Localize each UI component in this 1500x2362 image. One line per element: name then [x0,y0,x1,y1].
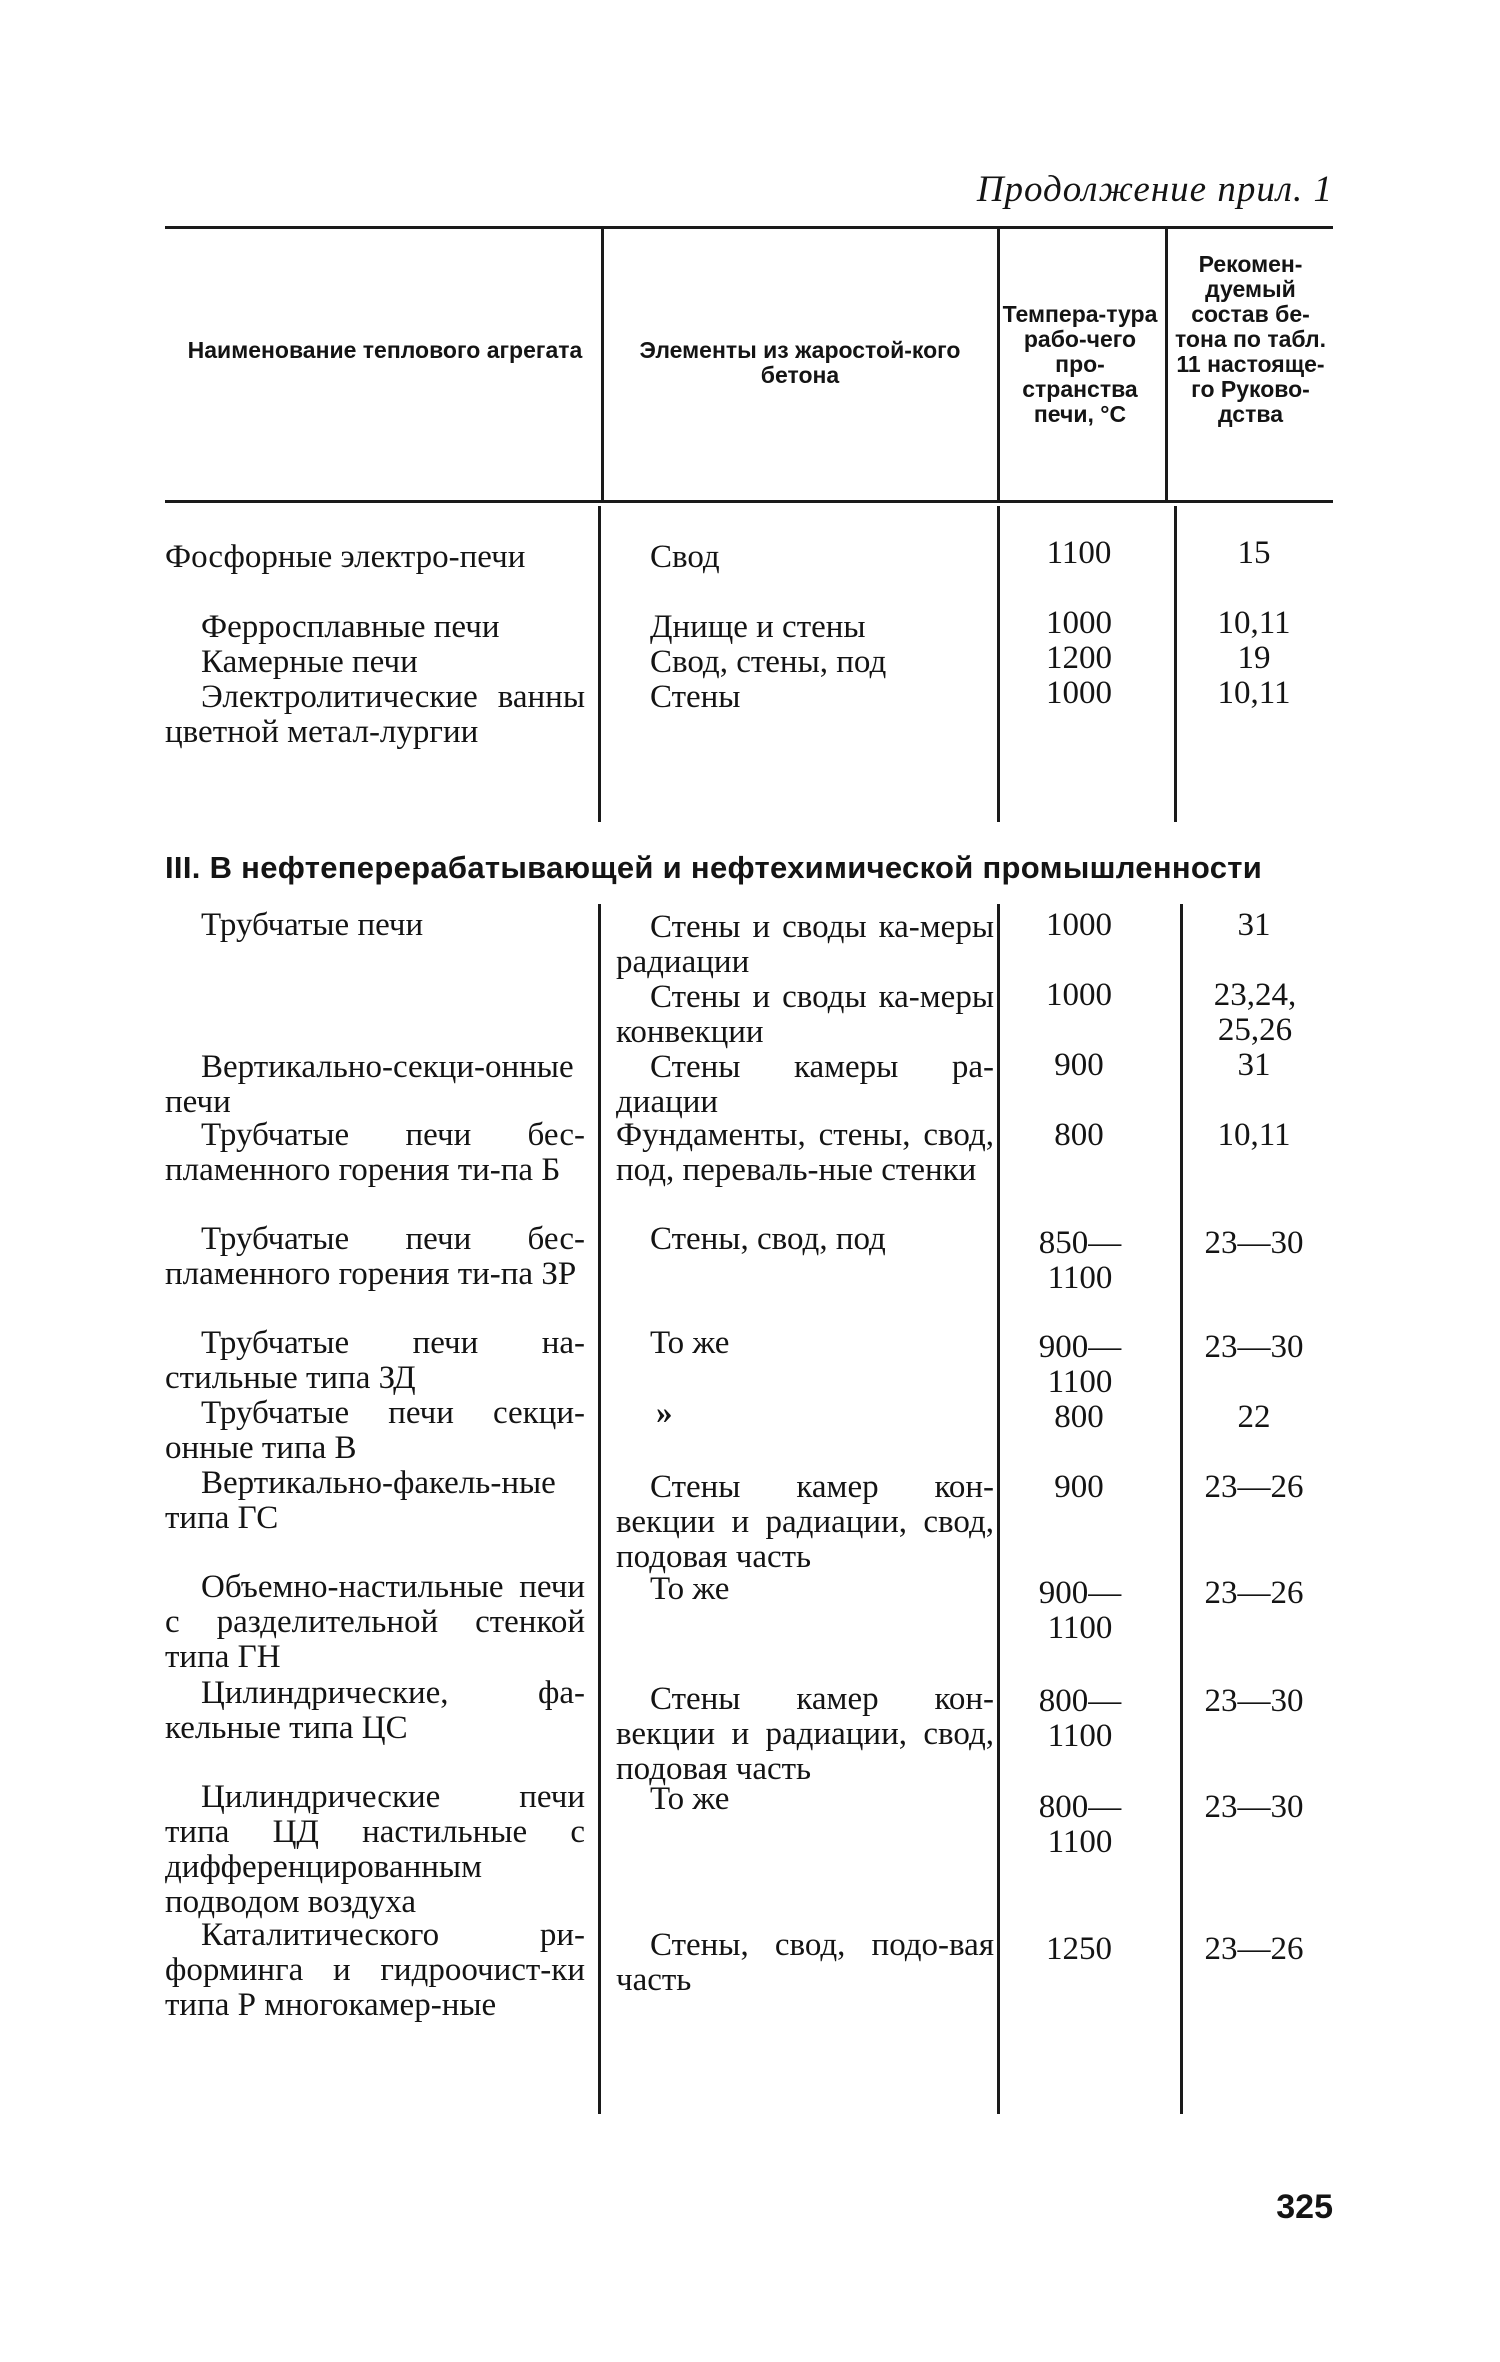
row8-elements: Фундаменты, стены, свод, под, переваль-ные стенки [616,1117,994,1188]
row6-composition: 23,24, 25,26 [1213,977,1297,1048]
section-title: III. В нефтеперерабатывающей и нефтехимической промышленности [165,850,1263,885]
header-aggregate: Наименование теплового агрегата [187,337,583,363]
row8-aggregate: Трубчатые печи бес-пламенного горения ти-па Б [165,1117,585,1188]
row3-aggregate: Камерные печи [201,644,418,680]
row15-elements: То же [650,1781,730,1817]
row16-elements: Стены, свод, подо-вая часть [616,1927,994,1998]
row16-aggregate: Каталитического ри-форминга и гидроочист-ки типа Р многокамер-ные [165,1917,585,2023]
row2-elements: Днище и стены [650,609,866,645]
row4-elements: Стены [650,679,741,715]
row10-aggregate: Трубчатые печи на-стильные типа ЗД [165,1325,585,1396]
row12-elements: Стены камер кон-векции и радиации, свод, подовая часть [616,1469,994,1575]
row11-temperature: 800 [1054,1399,1104,1435]
body2-divider-2 [997,904,1000,2114]
row1-aggregate: Фосфорные электро-печи [165,539,526,575]
row4-aggregate: Электролитические ванны цветной метал-лургии [165,679,585,750]
row14-elements: Стены камер кон-векции и радиации, свод, подовая часть [616,1681,994,1787]
row6-elements: Стены и своды ка-меры конвекции [616,979,994,1050]
row3-elements: Свод, стены, под [650,644,887,680]
row2-aggregate: Ферросплавные печи [201,609,500,645]
row4-composition: 10,11 [1217,675,1291,711]
header-composition: Рекомен-дуемый состав бе-тона по табл. 11 настояще-го Руково-дства [1174,251,1327,427]
row7-aggregate: Вертикально-секци-онные печи [165,1049,574,1120]
row13-elements: То же [650,1571,730,1607]
row7-elements: Стены камеры ра-диации [616,1049,994,1120]
row11-aggregate: Трубчатые печи секци-онные типа В [165,1395,585,1466]
row3-temperature: 1200 [1046,640,1112,676]
row9-composition: 23—30 [1204,1225,1304,1261]
row9-temperature: 850— 1100 [1038,1225,1122,1296]
row1-temperature: 1100 [1046,535,1112,571]
row2-composition: 10,11 [1217,605,1291,641]
row5-composition: 31 [1237,907,1271,943]
row12-temperature: 900 [1054,1469,1104,1505]
row5-temperature: 1000 [1046,907,1112,943]
row13-aggregate: Объемно-настильные печи с разделительной стенкой типа ГН [165,1569,585,1675]
row15-aggregate: Цилиндрические печи типа ЦД настильные с дифференцированным подводом воздуха [165,1779,585,1920]
row14-aggregate: Цилиндрические, фа-кельные типа ЦС [165,1675,585,1746]
row14-composition: 23—30 [1204,1683,1304,1719]
row7-temperature: 900 [1054,1047,1104,1083]
header-divider-1 [601,228,604,500]
row5-elements: Стены и своды ка-меры радиации [616,909,994,980]
row9-elements: Стены, свод, под [650,1221,886,1257]
page-number: 325 [1276,2188,1333,2226]
body1-divider-2 [997,506,1000,822]
row16-temperature: 1250 [1046,1931,1112,1967]
row15-composition: 23—30 [1204,1789,1304,1825]
row11-composition: 22 [1237,1399,1271,1435]
row14-temperature: 800— 1100 [1038,1683,1122,1754]
row6-temperature: 1000 [1046,977,1112,1013]
row5-aggregate: Трубчатые печи [201,907,424,943]
row10-composition: 23—30 [1204,1329,1304,1365]
row11-elements: » [656,1395,673,1431]
row13-temperature: 900— 1100 [1038,1575,1122,1646]
row8-temperature: 800 [1054,1117,1104,1153]
row16-composition: 23—26 [1204,1931,1304,1967]
row12-composition: 23—26 [1204,1469,1304,1505]
row10-elements: То же [650,1325,730,1361]
table-header-bottom-rule [165,500,1333,503]
header-temperature: Темпера-тура рабо-чего про-странства печи, °С [1002,301,1158,427]
row15-temperature: 800— 1100 [1038,1789,1122,1860]
row1-elements: Свод [650,539,720,575]
row7-composition: 31 [1237,1047,1271,1083]
header-elements: Элементы из жаростой-кого бетона [639,337,961,388]
row13-composition: 23—26 [1204,1575,1304,1611]
row2-temperature: 1000 [1046,605,1112,641]
row9-aggregate: Трубчатые печи бес-пламенного горения ти-па ЗР [165,1221,585,1292]
row3-composition: 19 [1237,640,1271,676]
row10-temperature: 900— 1100 [1038,1329,1122,1400]
row8-composition: 10,11 [1217,1117,1291,1153]
running-head: Продолжение прил. 1 [976,169,1333,210]
body1-divider-1 [598,506,601,822]
body2-divider-1 [598,904,601,2114]
table-top-rule [165,226,1333,229]
row1-composition: 15 [1237,535,1271,571]
row4-temperature: 1000 [1046,675,1112,711]
row12-aggregate: Вертикально-факель-ные типа ГС [165,1465,556,1536]
